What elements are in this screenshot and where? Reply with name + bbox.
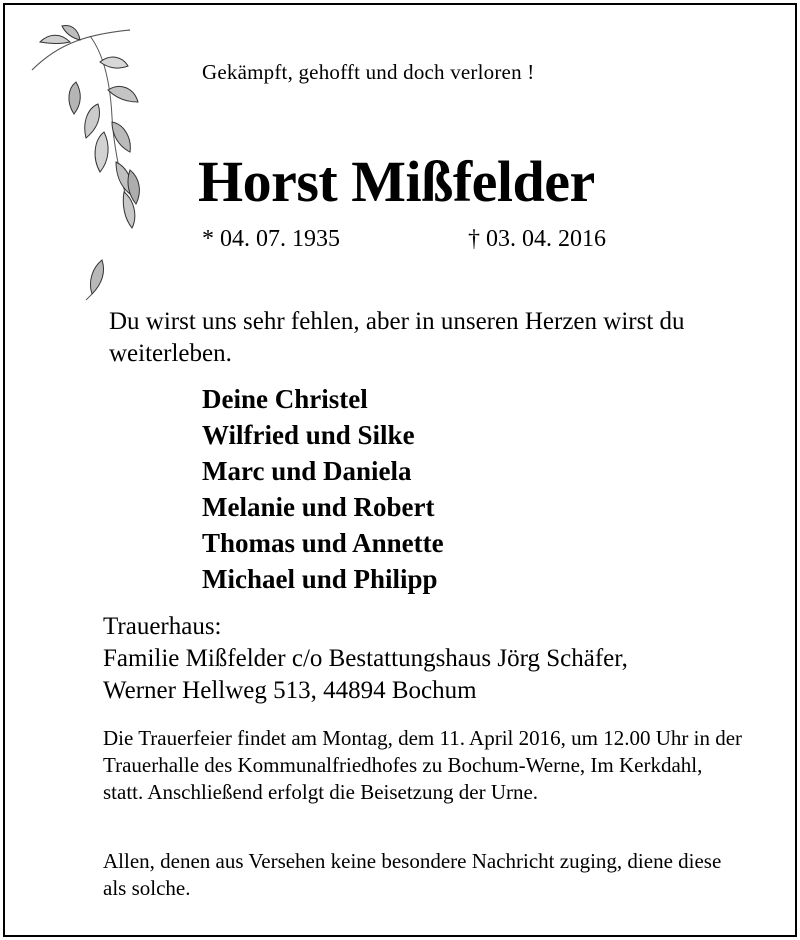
farewell-text: Du wirst uns sehr fehlen, aber in unseren Herzen wirst du weiterleben. [109, 308, 685, 367]
mourning-house [103, 611, 628, 707]
closing-notice: Allen, denen aus Versehen keine besondere Nachricht zuging, diene diese als solche. [103, 849, 722, 900]
deceased-name: Horst Mißfelder [198, 149, 595, 214]
mourner-name: Michael und Philipp [202, 564, 438, 594]
death-date: † 03. 04. 2016 [468, 226, 606, 252]
mourning-house-line2: Werner Hellweg 513, 44894 Bochum [103, 677, 477, 704]
mourner-name: Deine Christel [202, 384, 368, 414]
mourner-name: Wilfried und Silke [202, 420, 415, 450]
mourner-name: Thomas und Annette [202, 528, 444, 558]
mourning-house-line1: Familie Mißfelder c/o Bestattungshaus Jörg Schäfer, [103, 645, 628, 672]
ceremony-info: Die Trauerfeier findet am Montag, dem 11. April 2016, um 12.00 Uhr in der Trauerhalle des Kommunalfriedhofes zu Bochum-Werne, Im Kerkdahl, statt. Anschließend erfolgt die Beisetzung der Urne. [103, 726, 743, 804]
birth-date: * 04. 07. 1935 [202, 226, 340, 252]
mourner-name: Melanie und Robert [202, 492, 435, 522]
mourner-name: Marc und Daniela [202, 456, 412, 486]
mourners-list [202, 381, 444, 597]
birch-leaves-illustration [30, 22, 160, 302]
mourning-house-label: Trauerhaus: [103, 613, 222, 640]
motto: Gekämpft, gehofft und doch verloren ! [202, 60, 535, 84]
